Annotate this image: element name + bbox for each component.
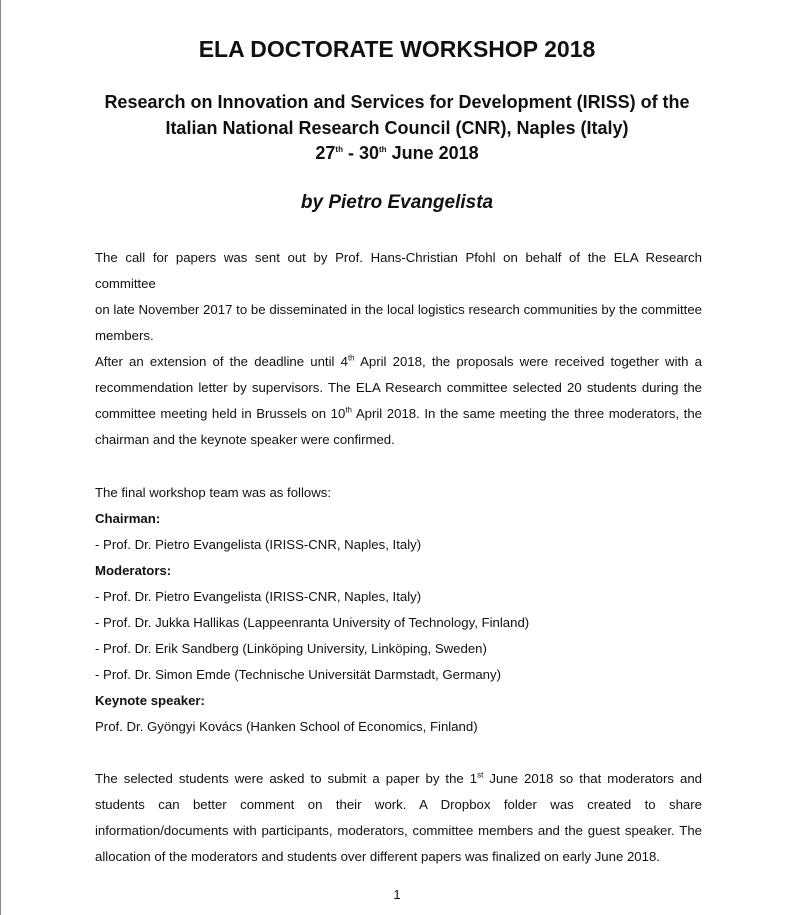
paragraph2-line: chairman and the keynote speaker were confirmed. (95, 432, 395, 447)
paragraph2-line1-sup: th (347, 353, 355, 363)
author-byline: by Pietro Evangelista (300, 192, 494, 213)
paragraph-call-for-papers (95, 245, 702, 349)
date-start-suffix: th (335, 145, 343, 154)
paragraph1-line: members. (95, 328, 154, 343)
subtitle-date (0, 141, 794, 167)
chairman-heading: Chairman: (95, 511, 161, 526)
moderator-entry: - Prof. Dr. Simon Emde (Technische Universität Darmstadt, Germany) (95, 667, 502, 682)
paragraph2-line1-b: April 2018, the proposals were received together with a (354, 354, 703, 369)
paragraph2-line (95, 349, 702, 375)
paragraph3-line1-sup: st (477, 770, 484, 780)
paragraph2-line1-a: After an extension of the deadline until 4 (95, 354, 348, 369)
paragraph-deadline-extension (95, 349, 702, 453)
paragraph3-line: allocation of the moderators and students over different papers was finalized on early June 2018. (95, 849, 660, 864)
paragraph2-line3-sup: th (345, 405, 352, 415)
moderator-entry: - Prof. Dr. Jukka Hallikas (Lappeenranta University of Technology, Finland) (95, 615, 530, 630)
document-title: ELA DOCTORATE WORKSHOP 2018 (198, 36, 596, 62)
paragraph3-line1-a: The selected students were asked to submit a paper by the 1 (95, 771, 478, 786)
moderator-entry: - Prof. Dr. Pietro Evangelista (IRISS-CNR, Naples, Italy) (95, 589, 422, 604)
subtitle-line-1: Research on Innovation and Services for Development (IRISS) of the (104, 92, 690, 112)
date-tail: June 2018 (386, 143, 479, 163)
paragraph3-line1-b: June 2018 so that moderators and (483, 771, 702, 786)
document-subtitle (0, 90, 794, 167)
moderators-heading: Moderators: (95, 563, 172, 578)
date-separator: - 30 (342, 143, 379, 163)
page-number: 1 (393, 887, 401, 902)
paragraph2-line3-a: committee meeting held in Brussels on 10 (95, 406, 346, 421)
paragraph3-line: information/documents with participants, moderators, committee members and the guest speaker. The (95, 823, 702, 838)
moderator-entry: - Prof. Dr. Erik Sandberg (Linköping University, Linköping, Sweden) (95, 641, 487, 656)
paragraph3-line (95, 766, 702, 792)
chairman-entry: - Prof. Dr. Pietro Evangelista (IRISS-CNR, Naples, Italy) (95, 537, 422, 552)
subtitle-line-2: Italian National Research Council (CNR), Naples (Italy) (165, 117, 629, 138)
paragraph-paper-submission (95, 766, 702, 870)
paragraph1-line: The call for papers was sent out by Prof. Hans-Christian Pfohl on behalf of the ELA Research committee (95, 250, 702, 291)
paragraph2-line: recommendation letter by supervisors. The ELA Research committee selected 20 students during the (95, 380, 702, 395)
keynote-entry: Prof. Dr. Gyöngyi Kovács (Hanken School of Economics, Finland) (95, 719, 478, 734)
team-intro: The final workshop team was as follows: (95, 485, 332, 500)
paragraph3-line: students can better comment on their work. A Dropbox folder was created to share (95, 797, 702, 812)
paragraph2-line (95, 401, 702, 427)
date-start: 27 (315, 143, 336, 163)
paragraph2-line3-b: April 2018. In the same meeting the three moderators, the (351, 406, 702, 421)
date-end-suffix: th (379, 145, 387, 154)
keynote-heading: Keynote speaker: (95, 693, 205, 708)
paragraph1-line: on late November 2017 to be disseminated in the local logistics research communities by the committee (95, 302, 702, 317)
workshop-team-section (95, 480, 702, 740)
